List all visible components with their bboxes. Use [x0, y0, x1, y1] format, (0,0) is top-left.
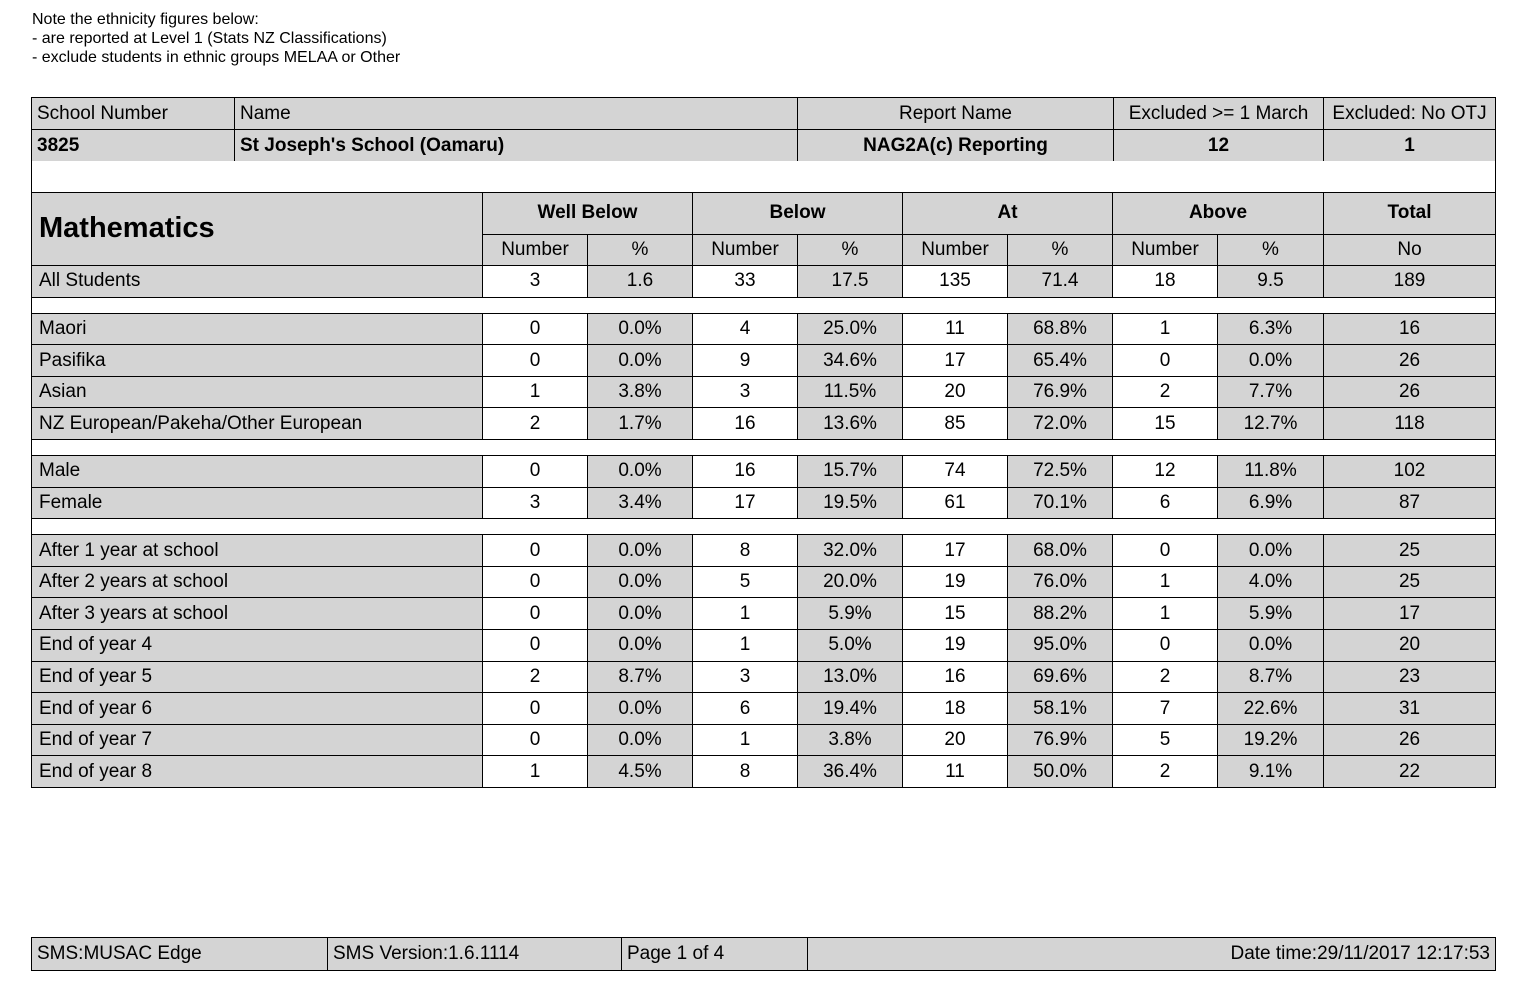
- well-below-number: 3: [483, 266, 588, 298]
- below-number: 6: [693, 693, 798, 725]
- subheader-number: Number: [903, 234, 1008, 266]
- footer-page-number: Page 1 of 4: [622, 938, 808, 971]
- below-percent: 32.0%: [798, 535, 903, 567]
- total-number: 25: [1324, 535, 1496, 567]
- below-number: 8: [693, 756, 798, 788]
- at-percent: 95.0%: [1008, 630, 1113, 662]
- below-number: 16: [693, 456, 798, 488]
- well-below-percent: 4.5%: [588, 756, 693, 788]
- above-percent: 7.7%: [1218, 376, 1324, 408]
- table-row: [32, 376, 1496, 408]
- at-percent: 65.4%: [1008, 345, 1113, 377]
- at-number: 74: [903, 456, 1008, 488]
- at-percent: 71.4: [1008, 266, 1113, 298]
- footer-row: [32, 938, 1496, 971]
- note-line: - exclude students in ethnic groups MELAA or Other: [32, 49, 401, 66]
- well-below-percent: 8.7%: [588, 661, 693, 693]
- above-number: 2: [1113, 756, 1218, 788]
- total-number: 26: [1324, 376, 1496, 408]
- below-percent: 5.0%: [798, 630, 903, 662]
- below-number: 1: [693, 598, 798, 630]
- well-below-number: 0: [483, 456, 588, 488]
- group-total: Total: [1324, 192, 1496, 234]
- at-percent: 88.2%: [1008, 598, 1113, 630]
- below-number: 1: [693, 724, 798, 756]
- at-percent: 72.5%: [1008, 456, 1113, 488]
- table-row: [32, 487, 1496, 519]
- ethnicity-note: [32, 10, 400, 67]
- above-percent: 12.7%: [1218, 408, 1324, 440]
- at-number: 16: [903, 661, 1008, 693]
- well-below-number: 0: [483, 693, 588, 725]
- well-below-number: 0: [483, 345, 588, 377]
- below-number: 16: [693, 408, 798, 440]
- report-name-value: NAG2A(c) Reporting: [798, 130, 1114, 162]
- total-number: 31: [1324, 693, 1496, 725]
- row-label: After 1 year at school: [32, 535, 483, 567]
- gap-row: [32, 297, 1496, 313]
- below-number: 1: [693, 630, 798, 662]
- row-label: End of year 8: [32, 756, 483, 788]
- row-label: Maori: [32, 313, 483, 345]
- excluded-no-otj-label: Excluded: No OTJ: [1324, 98, 1496, 130]
- subheader-percent: %: [798, 234, 903, 266]
- below-number: 33: [693, 266, 798, 298]
- below-number: 5: [693, 566, 798, 598]
- well-below-percent: 0.0%: [588, 566, 693, 598]
- below-number: 3: [693, 661, 798, 693]
- row-label: End of year 6: [32, 693, 483, 725]
- table-row: [32, 630, 1496, 662]
- name-label: Name: [235, 98, 798, 130]
- well-below-number: 0: [483, 566, 588, 598]
- at-number: 17: [903, 345, 1008, 377]
- excluded-no-otj-value: 1: [1324, 130, 1496, 162]
- above-number: 2: [1113, 376, 1218, 408]
- school-header-table: [31, 97, 1496, 162]
- above-percent: 0.0%: [1218, 630, 1324, 662]
- at-number: 19: [903, 566, 1008, 598]
- above-number: 0: [1113, 630, 1218, 662]
- at-percent: 76.0%: [1008, 566, 1113, 598]
- below-percent: 20.0%: [798, 566, 903, 598]
- above-number: 0: [1113, 345, 1218, 377]
- well-below-number: 0: [483, 630, 588, 662]
- above-percent: 19.2%: [1218, 724, 1324, 756]
- below-percent: 11.5%: [798, 376, 903, 408]
- below-percent: 5.9%: [798, 598, 903, 630]
- spacer-cell: [32, 161, 1496, 192]
- above-number: 18: [1113, 266, 1218, 298]
- gap-row: [32, 440, 1496, 456]
- table-row: [32, 724, 1496, 756]
- below-percent: 15.7%: [798, 456, 903, 488]
- above-number: 5: [1113, 724, 1218, 756]
- above-percent: 9.1%: [1218, 756, 1324, 788]
- above-number: 12: [1113, 456, 1218, 488]
- row-label: After 3 years at school: [32, 598, 483, 630]
- table-row: [32, 756, 1496, 788]
- well-below-percent: 0.0%: [588, 630, 693, 662]
- well-below-percent: 3.4%: [588, 487, 693, 519]
- subheader-percent: %: [1218, 234, 1324, 266]
- well-below-percent: 0.0%: [588, 313, 693, 345]
- well-below-percent: 0.0%: [588, 345, 693, 377]
- total-number: 17: [1324, 598, 1496, 630]
- footer-version: SMS Version:1.6.1114: [328, 938, 622, 971]
- well-below-percent: 3.8%: [588, 376, 693, 408]
- row-label: End of year 7: [32, 724, 483, 756]
- well-below-number: 2: [483, 661, 588, 693]
- subject-title: Mathematics: [32, 192, 483, 266]
- at-percent: 76.9%: [1008, 724, 1113, 756]
- at-percent: 76.9%: [1008, 376, 1113, 408]
- total-number: 26: [1324, 724, 1496, 756]
- above-percent: 6.3%: [1218, 313, 1324, 345]
- above-number: 1: [1113, 598, 1218, 630]
- gap-cell: [32, 519, 1496, 535]
- below-percent: 34.6%: [798, 345, 903, 377]
- row-label: NZ European/Pakeha/Other European: [32, 408, 483, 440]
- above-number: 2: [1113, 661, 1218, 693]
- table-row: [32, 535, 1496, 567]
- at-number: 11: [903, 313, 1008, 345]
- table-row: [32, 345, 1496, 377]
- at-number: 20: [903, 724, 1008, 756]
- above-percent: 0.0%: [1218, 535, 1324, 567]
- below-number: 17: [693, 487, 798, 519]
- well-below-number: 2: [483, 408, 588, 440]
- above-percent: 9.5: [1218, 266, 1324, 298]
- well-below-number: 0: [483, 598, 588, 630]
- above-percent: 22.6%: [1218, 693, 1324, 725]
- subheader-number: Number: [693, 234, 798, 266]
- well-below-number: 0: [483, 313, 588, 345]
- row-label: Asian: [32, 376, 483, 408]
- below-number: 4: [693, 313, 798, 345]
- gap-cell: [32, 440, 1496, 456]
- report-name-label: Report Name: [798, 98, 1114, 130]
- well-below-number: 0: [483, 535, 588, 567]
- at-number: 11: [903, 756, 1008, 788]
- subheader-number: Number: [1113, 234, 1218, 266]
- well-below-number: 1: [483, 756, 588, 788]
- well-below-percent: 0.0%: [588, 693, 693, 725]
- row-label: End of year 5: [32, 661, 483, 693]
- total-number: 23: [1324, 661, 1496, 693]
- above-number: 1: [1113, 566, 1218, 598]
- below-percent: 19.5%: [798, 487, 903, 519]
- at-percent: 69.6%: [1008, 661, 1113, 693]
- well-below-number: 1: [483, 376, 588, 408]
- above-percent: 0.0%: [1218, 345, 1324, 377]
- above-number: 15: [1113, 408, 1218, 440]
- group-well-below: Well Below: [483, 192, 693, 234]
- spacer-row: [32, 161, 1496, 192]
- table-row: [32, 661, 1496, 693]
- gap-cell: [32, 297, 1496, 313]
- below-percent: 13.6%: [798, 408, 903, 440]
- total-number: 87: [1324, 487, 1496, 519]
- school-number-label: School Number: [32, 98, 235, 130]
- at-percent: 72.0%: [1008, 408, 1113, 440]
- table-row: [32, 598, 1496, 630]
- footer-datetime: Date time:29/11/2017 12:17:53: [808, 938, 1496, 971]
- total-number: 118: [1324, 408, 1496, 440]
- above-percent: 8.7%: [1218, 661, 1324, 693]
- subheader-percent: %: [1008, 234, 1113, 266]
- at-percent: 70.1%: [1008, 487, 1113, 519]
- above-number: 1: [1113, 313, 1218, 345]
- gap-row: [32, 519, 1496, 535]
- at-percent: 50.0%: [1008, 756, 1113, 788]
- at-number: 135: [903, 266, 1008, 298]
- note-line: Note the ethnicity figures below:: [32, 11, 259, 28]
- at-number: 18: [903, 693, 1008, 725]
- below-number: 8: [693, 535, 798, 567]
- total-number: 20: [1324, 630, 1496, 662]
- row-label: Male: [32, 456, 483, 488]
- group-above: Above: [1113, 192, 1324, 234]
- row-label: Pasifika: [32, 345, 483, 377]
- above-percent: 6.9%: [1218, 487, 1324, 519]
- well-below-percent: 1.6: [588, 266, 693, 298]
- above-number: 6: [1113, 487, 1218, 519]
- above-percent: 5.9%: [1218, 598, 1324, 630]
- footer-app-name: SMS:MUSAC Edge: [32, 938, 328, 971]
- header-values-row: [32, 130, 1496, 162]
- at-number: 19: [903, 630, 1008, 662]
- well-below-number: 3: [483, 487, 588, 519]
- table-row: [32, 566, 1496, 598]
- below-percent: 3.8%: [798, 724, 903, 756]
- at-percent: 68.0%: [1008, 535, 1113, 567]
- at-number: 15: [903, 598, 1008, 630]
- row-label: Female: [32, 487, 483, 519]
- at-number: 17: [903, 535, 1008, 567]
- below-number: 3: [693, 376, 798, 408]
- school-name-value: St Joseph's School (Oamaru): [235, 130, 798, 162]
- table-row: [32, 313, 1496, 345]
- header-labels-row: [32, 98, 1496, 130]
- below-percent: 17.5: [798, 266, 903, 298]
- below-number: 9: [693, 345, 798, 377]
- total-number: 26: [1324, 345, 1496, 377]
- school-number-value: 3825: [32, 130, 235, 162]
- at-percent: 68.8%: [1008, 313, 1113, 345]
- well-below-percent: 1.7%: [588, 408, 693, 440]
- subheader-number: Number: [483, 234, 588, 266]
- above-percent: 4.0%: [1218, 566, 1324, 598]
- above-number: 7: [1113, 693, 1218, 725]
- above-percent: 11.8%: [1218, 456, 1324, 488]
- excluded-march-value: 12: [1114, 130, 1324, 162]
- total-number: 22: [1324, 756, 1496, 788]
- table-row: [32, 693, 1496, 725]
- row-label: End of year 4: [32, 630, 483, 662]
- total-number: 25: [1324, 566, 1496, 598]
- below-percent: 13.0%: [798, 661, 903, 693]
- group-below: Below: [693, 192, 903, 234]
- well-below-number: 0: [483, 724, 588, 756]
- row-label: After 2 years at school: [32, 566, 483, 598]
- subheader-no: No: [1324, 234, 1496, 266]
- total-number: 189: [1324, 266, 1496, 298]
- at-number: 61: [903, 487, 1008, 519]
- excluded-march-label: Excluded >= 1 March: [1114, 98, 1324, 130]
- at-number: 85: [903, 408, 1008, 440]
- table-row: [32, 456, 1496, 488]
- below-percent: 36.4%: [798, 756, 903, 788]
- well-below-percent: 0.0%: [588, 598, 693, 630]
- below-percent: 25.0%: [798, 313, 903, 345]
- above-number: 0: [1113, 535, 1218, 567]
- row-label: All Students: [32, 266, 483, 298]
- at-percent: 58.1%: [1008, 693, 1113, 725]
- at-number: 20: [903, 376, 1008, 408]
- below-percent: 19.4%: [798, 693, 903, 725]
- note-line: - are reported at Level 1 (Stats NZ Classifications): [32, 30, 387, 47]
- total-number: 16: [1324, 313, 1496, 345]
- table-row: [32, 266, 1496, 298]
- well-below-percent: 0.0%: [588, 535, 693, 567]
- page-footer: [31, 937, 1496, 971]
- group-at: At: [903, 192, 1113, 234]
- subheader-percent: %: [588, 234, 693, 266]
- table-row: [32, 408, 1496, 440]
- total-number: 102: [1324, 456, 1496, 488]
- well-below-percent: 0.0%: [588, 456, 693, 488]
- results-table: [31, 161, 1496, 788]
- well-below-percent: 0.0%: [588, 724, 693, 756]
- group-header-row: [32, 192, 1496, 234]
